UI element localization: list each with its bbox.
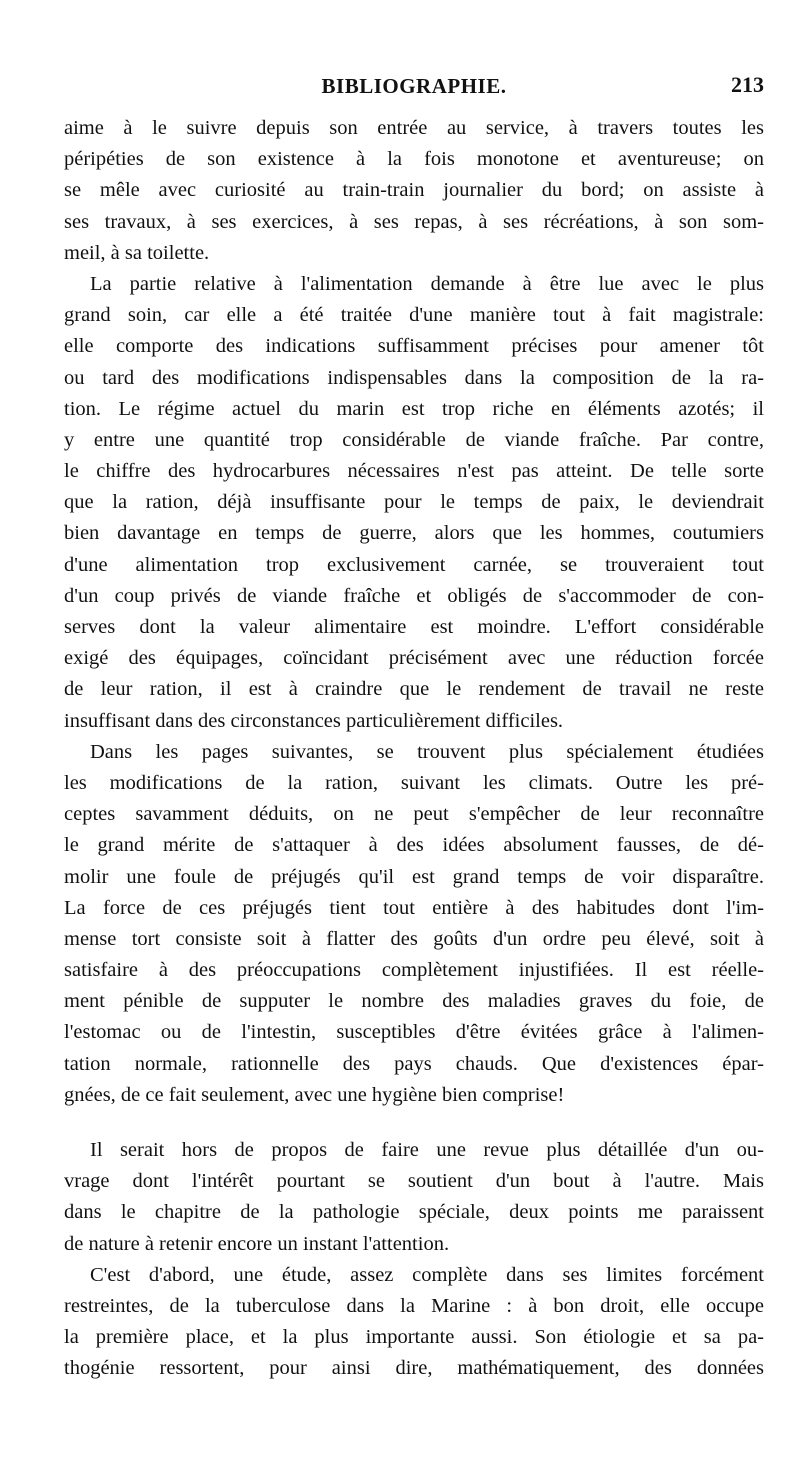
- text-line: bien davantage en temps de guerre, alors que les hommes, coutumiers: [64, 522, 764, 545]
- section-gap: [64, 1111, 764, 1135]
- text-line: vrage dont l'intérêt pourtant se soutient d'un bout à l'autre. Mais: [64, 1170, 764, 1193]
- text-line: ou tard des modifications indispensables dans la composition de la ra-: [64, 366, 764, 389]
- text-line: elle comporte des indications suffisamment précises pour amener tôt: [64, 335, 764, 358]
- text-line: ses travaux, à ses exercices, à ses repas, à ses récréations, à son som-: [64, 210, 764, 233]
- body-text: [64, 113, 764, 1385]
- text-line: grand soin, car elle a été traitée d'une manière tout à fait magistrale:: [64, 304, 764, 327]
- text-line: thogénie ressortent, pour ainsi dire, mathématiquement, des données: [64, 1357, 764, 1380]
- paragraph: [64, 737, 764, 1111]
- text-line: dans le chapitre de la pathologie spéciale, deux points me paraissent: [64, 1201, 764, 1224]
- paragraph: [64, 113, 764, 269]
- text-line: meil, à sa toilette.: [64, 241, 210, 264]
- text-line: insuffisant dans des circonstances particulièrement difficiles.: [64, 709, 564, 732]
- text-line: restreintes, de la tuberculose dans la Marine : à bon droit, elle occupe: [64, 1294, 764, 1317]
- text-line: l'estomac ou de l'intestin, susceptibles d'être évitées grâce à l'alimen-: [64, 1021, 764, 1044]
- text-line: le chiffre des hydrocarbures nécessaires n'est pas atteint. De telle sorte: [64, 460, 764, 483]
- paragraph: [64, 1260, 764, 1385]
- paragraph: [64, 1135, 764, 1260]
- text-line: La force de ces préjugés tient tout entière à des habitudes dont l'im-: [64, 896, 764, 919]
- text-line: C'est d'abord, une étude, assez complète dans ses limites forcément: [90, 1263, 764, 1286]
- text-line: La partie relative à l'alimentation demande à être lue avec le plus: [90, 272, 764, 295]
- text-line: satisfaire à des préoccupations complètement injustifiées. Il est réelle-: [64, 959, 764, 982]
- text-line: de leur ration, il est à craindre que le rendement de travail ne reste: [64, 678, 764, 701]
- text-line: la première place, et la plus importante aussi. Son étiologie et sa pa-: [64, 1326, 764, 1349]
- text-line: d'une alimentation trop exclusivement carnée, se trouveraient tout: [64, 553, 764, 576]
- running-head-title: BIBLIOGRAPHIE.: [321, 74, 507, 98]
- text-line: mense tort consiste soit à flatter des goûts d'un ordre peu élevé, soit à: [64, 927, 764, 950]
- page-number: 213: [731, 72, 764, 97]
- text-line: se mêle avec curiosité au train-train journalier du bord; on assiste à: [64, 179, 764, 202]
- text-line: le grand mérite de s'attaquer à des idées absolument fausses, de dé-: [64, 834, 764, 857]
- text-line: de nature à retenir encore un instant l'attention.: [64, 1232, 450, 1255]
- text-line: tion. Le régime actuel du marin est trop riche en éléments azotés; il: [64, 397, 764, 420]
- text-line: ceptes savamment déduits, on ne peut s'empêcher de leur reconnaître: [64, 803, 764, 826]
- text-line: Il serait hors de propos de faire une revue plus détaillée d'un ou-: [90, 1139, 764, 1161]
- text-line: y entre une quantité trop considérable de viande fraîche. Par contre,: [64, 428, 764, 451]
- text-line: que la ration, déjà insuffisante pour le temps de paix, le deviendrait: [64, 491, 764, 514]
- text-line: péripéties de son existence à la fois monotone et aventureuse; on: [64, 148, 764, 171]
- text-line: Dans les pages suivantes, se trouvent plus spécialement étudiées: [90, 740, 764, 763]
- text-line: serves dont la valeur alimentaire est moindre. L'effort considérable: [64, 616, 764, 638]
- text-line: les modifications de la ration, suivant les climats. Outre les pré-: [64, 771, 764, 794]
- text-line: aime à le suivre depuis son entrée au service, à travers toutes les: [64, 117, 764, 139]
- text-line: d'un coup privés de viande fraîche et obligés de s'accommoder de con-: [64, 584, 764, 607]
- text-line: tation normale, rationnelle des pays chauds. Que d'existences épar-: [64, 1052, 764, 1075]
- running-head: [64, 70, 764, 106]
- text-line: molir une foule de préjugés qu'il est grand temps de voir disparaître.: [64, 865, 764, 888]
- text-line: exigé des équipages, coïncidant précisément avec une réduction forcée: [64, 647, 764, 670]
- paragraph: [64, 269, 764, 737]
- text-line: gnées, de ce fait seulement, avec une hygiène bien comprise!: [64, 1083, 565, 1106]
- text-line: ment pénible de supputer le nombre des maladies graves du foie, de: [64, 990, 764, 1013]
